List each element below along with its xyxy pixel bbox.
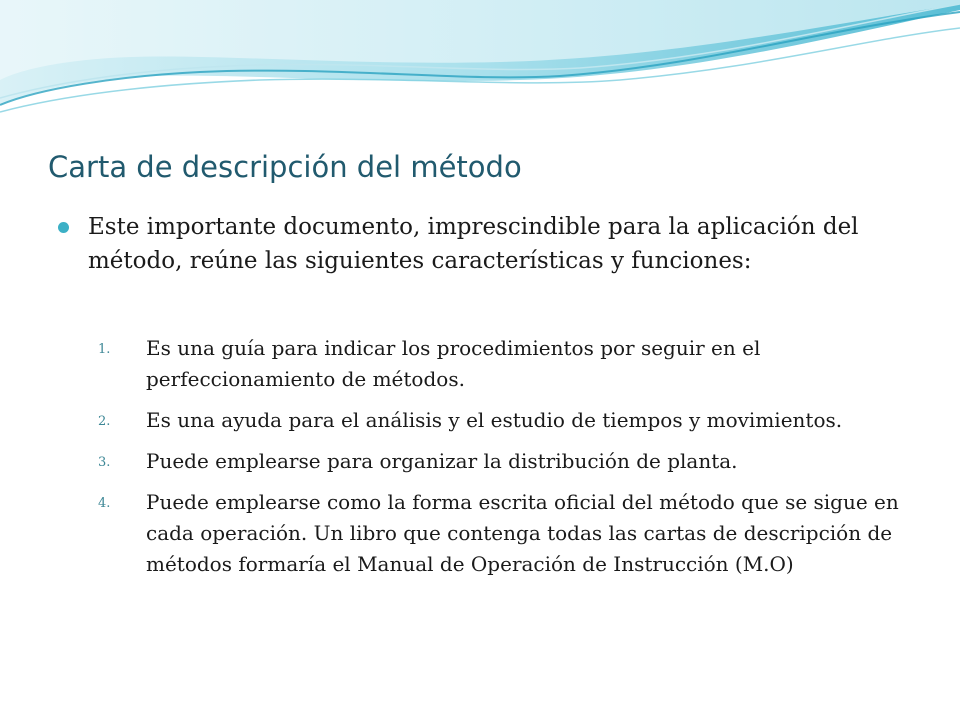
list-item-text: Es una ayuda para el análisis y el estudio de tiempos y movimientos. bbox=[146, 408, 843, 432]
list-item bbox=[88, 405, 908, 436]
list-item bbox=[88, 446, 908, 477]
list-item-number: 3. bbox=[98, 455, 111, 470]
slide-title: Carta de descripción del método bbox=[48, 150, 522, 184]
list-item-number: 1. bbox=[98, 342, 111, 357]
list-item-text: Puede emplearse para organizar la distribución de planta. bbox=[146, 449, 738, 473]
list-item-number: 2. bbox=[98, 414, 111, 429]
header-wave-decoration bbox=[0, 0, 960, 120]
main-bullet-text: Este importante documento, imprescindible para la aplicación del método, reúne las siguientes características y funciones: bbox=[88, 214, 859, 274]
list-item-number: 4. bbox=[98, 496, 111, 511]
list-item bbox=[88, 487, 908, 580]
bullet-dot-icon bbox=[58, 222, 69, 233]
numbered-list bbox=[88, 333, 908, 590]
list-item bbox=[88, 333, 908, 395]
list-item-text: Es una guía para indicar los procedimientos por seguir en el perfeccionamiento de métodos. bbox=[146, 336, 761, 391]
list-item-text: Puede emplearse como la forma escrita oficial del método que se sigue en cada operación. Un libro que contenga todas las cartas de descripción de métodos formaría el Manual de Operación de Instrucción (M.O) bbox=[146, 490, 899, 576]
